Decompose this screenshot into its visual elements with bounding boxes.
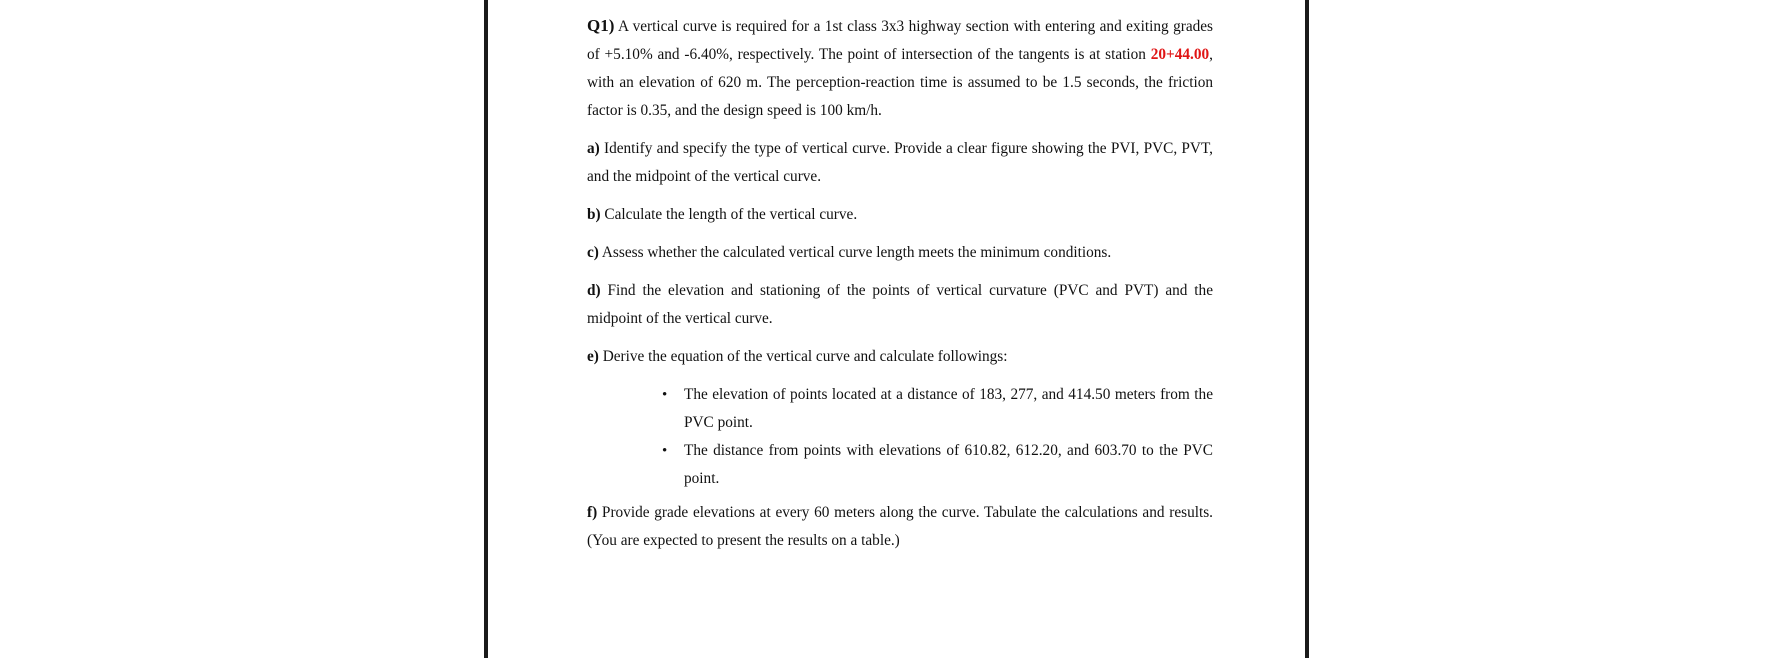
part-e-label: e): [587, 348, 599, 365]
part-b-label: b): [587, 206, 601, 223]
part-a-text: Identify and specify the type of vertical curve. Provide a clear figure showing the PVI, PVC, PVT, and the midpoint of the vertical curve.: [587, 140, 1213, 185]
part-c: [587, 239, 1213, 267]
question-text-before-station: A vertical curve is required for a 1st class 3x3 highway section with entering and exiting grades of +5.10% and -6.40%, respectively. The point of intersection of the tangents is at station: [587, 18, 1213, 63]
list-item: [662, 381, 1213, 437]
part-d-label: d): [587, 282, 601, 299]
part-e-bullet-list: [587, 381, 1213, 493]
bullet-icon: •: [662, 387, 668, 403]
part-b-text: Calculate the length of the vertical curve.: [600, 206, 858, 223]
part-c-text: Assess whether the calculated vertical curve length meets the minimum conditions.: [598, 244, 1112, 261]
page-content: [587, 12, 1213, 565]
part-f-text: Provide grade elevations at every 60 meters along the curve. Tabulate the calculations and results. (You are expected to present the results on a table.): [587, 504, 1213, 549]
bullet-text: The distance from points with elevations of 610.82, 612.20, and 603.70 to the PVC point.: [684, 442, 1213, 487]
bullet-text: The elevation of points located at a distance of 183, 277, and 414.50 meters from the PVC point.: [684, 386, 1213, 431]
part-f: [587, 499, 1213, 555]
part-d-text: Find the elevation and stationing of the points of vertical curvature (PVC and PVT) and the midpoint of the vertical curve.: [587, 282, 1213, 327]
part-a: [587, 135, 1213, 191]
station-value: 20+44.00: [1150, 46, 1210, 63]
part-f-label: f): [587, 504, 598, 521]
part-e: [587, 343, 1213, 371]
part-d: [587, 277, 1213, 333]
question-paragraph: [587, 12, 1213, 125]
part-b: [587, 201, 1213, 229]
part-c-label: c): [587, 244, 599, 261]
document-page: [484, 0, 1309, 658]
part-a-label: a): [587, 140, 600, 157]
question-text-after-station: , with an elevation of 620 m. The perception-reaction time is assumed to be 1.5 seconds, the friction factor is 0.35, and the design speed is 100 km/h.: [587, 46, 1213, 119]
part-e-text: Derive the equation of the vertical curve and calculate followings:: [598, 348, 1008, 365]
list-item: [662, 437, 1213, 493]
bullet-icon: •: [662, 443, 668, 459]
question-label: Q1): [587, 16, 615, 35]
